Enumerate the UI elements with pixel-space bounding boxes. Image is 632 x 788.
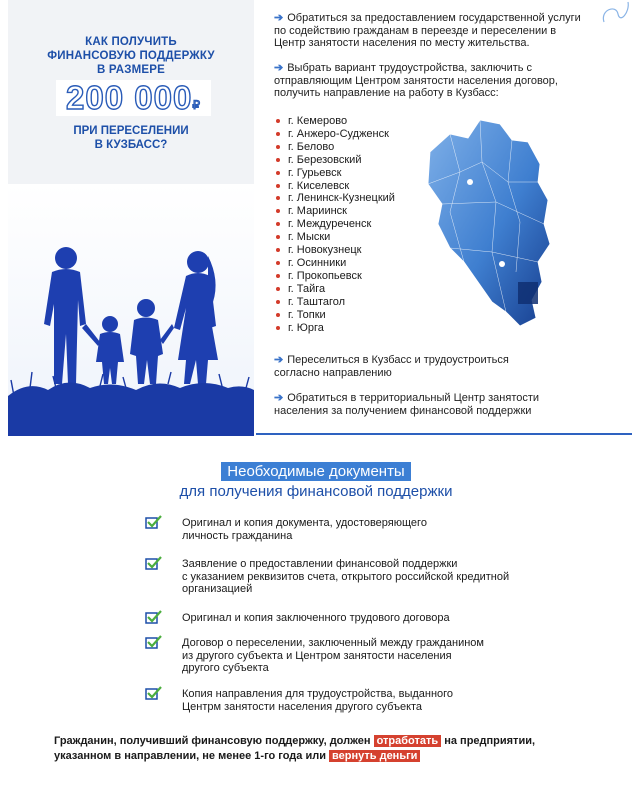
document-text: из другого субъекта и Центром занятости населения xyxy=(182,649,452,662)
city-item: г. Тайга xyxy=(274,283,395,296)
step-2 xyxy=(274,62,612,100)
document-text: с указанием реквизитов счета, открытого российской кредитной xyxy=(182,570,510,583)
city-item: г. Междуреченск xyxy=(274,218,395,231)
amount-box xyxy=(56,80,211,116)
checkbox-checked-icon xyxy=(145,556,163,570)
footer-text: указанном в направлении, не менее 1-го года или xyxy=(54,750,330,762)
subheadline-line: В КУЗБАСС? xyxy=(94,139,168,151)
headline-line: КАК ПОЛУЧИТЬ xyxy=(85,36,177,48)
city-item: г. Гурьевск xyxy=(274,167,395,180)
footer-text: Гражданин, получивший финансовую поддержку, должен xyxy=(54,735,374,747)
section-divider xyxy=(256,433,632,435)
step-text: Переселиться в Кузбасс и трудоустроиться xyxy=(287,354,509,366)
city-item: г. Осинники xyxy=(274,257,395,270)
city-item: г. Таштагол xyxy=(274,296,395,309)
document-text: Копия направления для трудоустройства, выданного xyxy=(182,688,454,700)
document-text: Центрм занятости населения другого субъекта xyxy=(182,700,423,713)
document-text: Заявление о предоставлении финансовой поддержки xyxy=(182,558,458,570)
poster-subheadline xyxy=(8,124,254,152)
step-text: Обратиться в территориальный Центр занятости xyxy=(287,392,540,404)
kuzbass-region-map xyxy=(420,112,555,332)
footer-line-2 xyxy=(54,749,614,764)
city-item: г. Анжеро-Судженск xyxy=(274,128,395,141)
checkbox-checked-icon xyxy=(145,686,163,700)
checkbox-checked-icon xyxy=(145,635,163,649)
city-item: г. Ленинск-Кузнецкий xyxy=(274,192,395,205)
document-text: Оригинал и копия документа, удостоверяющего xyxy=(182,517,427,529)
family-silhouette-image xyxy=(8,184,254,436)
city-marker xyxy=(499,261,505,267)
step-text: Обратиться за предоставлением государственной услуги xyxy=(287,12,581,24)
document-text: другого субъекта xyxy=(182,662,269,674)
step-text: по содействию гражданам в переезде и переселении в xyxy=(274,24,557,37)
amount-value: 200 000 xyxy=(66,79,193,116)
footer-note xyxy=(54,734,614,764)
documents-title-badge: Необходимые документы xyxy=(221,462,410,481)
checkbox-checked-icon xyxy=(145,515,163,529)
step-text: получить направление на работу в Кузбасс: xyxy=(274,87,499,99)
city-marker xyxy=(467,179,473,185)
city-item: г. Киселевск xyxy=(274,180,395,193)
highlight-return-money: вернуть деньги xyxy=(329,750,420,762)
arrow-right-icon: ➔ xyxy=(274,392,284,404)
city-item: г. Белово xyxy=(274,141,395,154)
step-1 xyxy=(274,12,612,50)
step-text: согласно направлению xyxy=(274,366,392,379)
step-text: Выбрать вариант трудоустройства, заключить с xyxy=(287,62,533,74)
city-item: г. Прокопьевск xyxy=(274,270,395,283)
poster-headline xyxy=(8,35,254,77)
arrow-right-icon: ➔ xyxy=(274,354,284,366)
step-3 xyxy=(274,354,612,379)
document-text: Договор о переселении, заключенный между гражданином xyxy=(182,637,484,649)
city-item: г. Кемерово xyxy=(274,115,395,128)
checkbox-checked-icon xyxy=(145,610,163,624)
arrow-right-icon: ➔ xyxy=(274,12,284,24)
document-text: личность гражданина xyxy=(182,529,293,542)
arrow-right-icon: ➔ xyxy=(274,62,284,74)
headline-line: ФИНАНСОВУЮ ПОДДЕРЖКУ xyxy=(47,50,215,62)
poster-panel xyxy=(8,0,254,436)
documents-title xyxy=(0,462,632,481)
city-item: г. Мариинск xyxy=(274,205,395,218)
step-text: отправляющим Центром занятости населения договор, xyxy=(274,74,558,87)
step-text: Центр занятости населения по месту жительства. xyxy=(274,37,530,49)
city-item: г. Мыски xyxy=(274,231,395,244)
footer-text: на предприятии, xyxy=(441,735,536,747)
document-text: организацией xyxy=(182,583,253,595)
city-list xyxy=(274,115,395,334)
step-text: населения за получением финансовой поддержки xyxy=(274,404,532,417)
document-text: Оригинал и копия заключенного трудового договора xyxy=(182,612,450,624)
headline-line: В РАЗМЕРЕ xyxy=(96,64,166,76)
city-item: г. Новокузнецк xyxy=(274,244,395,257)
subheadline-line: ПРИ ПЕРЕСЕЛЕНИИ xyxy=(73,125,189,137)
step-4 xyxy=(274,392,612,417)
highlight-work-off: отработать xyxy=(374,735,442,747)
city-item: г. Юрга xyxy=(274,322,395,335)
city-item: г. Березовский xyxy=(274,154,395,167)
currency-sign: ₽ xyxy=(192,98,201,112)
city-item: г. Топки xyxy=(274,309,395,322)
footer-line-1 xyxy=(54,734,614,749)
documents-subtitle: для получения финансовой поддержки xyxy=(179,483,453,500)
